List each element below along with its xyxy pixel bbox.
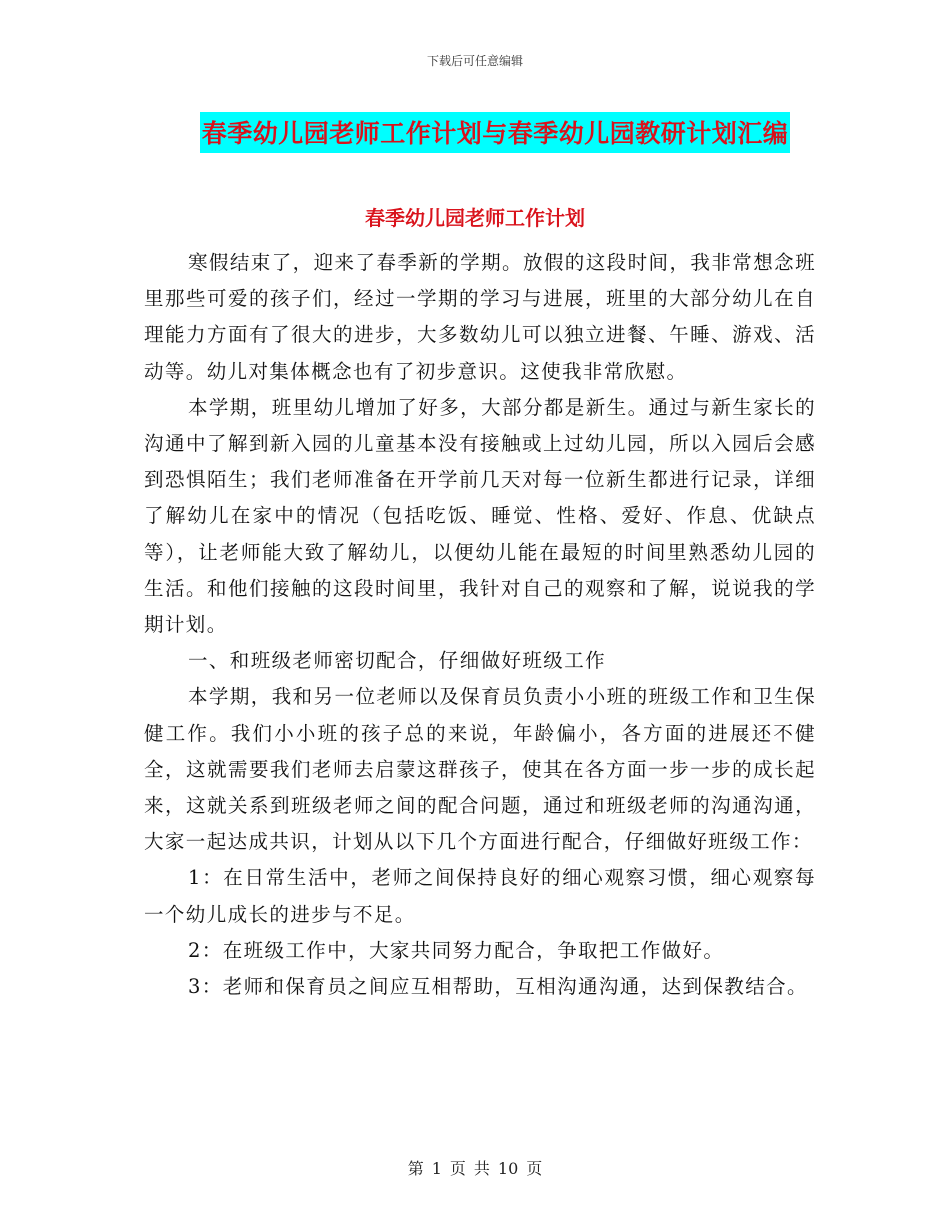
footer-label-unit-end: 页 xyxy=(526,1159,543,1178)
paragraph: 本学期，我和另一位老师以及保育员负责小小班的班级工作和卫生保健工作。我们小小班的孩子总的来说，年龄偏小，各方面的进展还不健全，这就需要我们老师去启蒙这群孩子，使其在各方面一步一步的成长起来，这就关系到班级老师之间的配合问题，通过和班级老师的沟通沟通，大家一起达成共识，计划从以下几个方面进行配合，仔细做好班级工作： xyxy=(144,685,816,854)
footer-label-unit: 页 xyxy=(449,1159,466,1178)
list-item: 1：在日常生活中，老师之间保持良好的细心观察习惯，细心观察每一个幼儿成长的进步与不足。 xyxy=(144,866,816,926)
footer-label-total: 共 xyxy=(473,1159,490,1178)
section-title: 春季幼儿园老师工作计划 xyxy=(365,206,585,230)
footer-total-pages: 10 xyxy=(497,1159,519,1178)
paragraph: 寒假结束了，迎来了春季新的学期。放假的这段时间，我非常想念班里那些可爱的孩子们，经过一学期的学习与进展，班里的大部分幼儿在自理能力方面有了很大的进步，大多数幼儿可以独立进餐、午睡、游戏、活动等。幼儿对集体概念也有了初步意识。这使我非常欣慰。 xyxy=(144,251,816,383)
page-footer xyxy=(0,1156,950,1179)
document-body xyxy=(144,245,816,1005)
footer-label-page: 第 xyxy=(407,1159,424,1178)
main-title-container xyxy=(0,112,950,153)
section-heading: 一、和班级老师密切配合，仔细做好班级工作 xyxy=(188,649,607,673)
footer-current-page: 1 xyxy=(431,1159,442,1178)
main-title: 春季幼儿园老师工作计划与春季幼儿园教研计划汇编 xyxy=(200,112,791,153)
list-item: 2：在班级工作中，大家共同努力配合，争取把工作做好。 xyxy=(188,938,725,962)
paragraph: 本学期，班里幼儿增加了好多，大部分都是新生。通过与新生家长的沟通中了解到新入园的儿童基本没有接触或上过幼儿园，所以入园后会感到恐惧陌生；我们老师准备在开学前几天对每一位新生都进行记录，详细了解幼儿在家中的情况（包括吃饭、睡觉、性格、爱好、作息、优缺点等），让老师能大致了解幼儿，以便幼儿能在最短的时间里熟悉幼儿园的生活。和他们接触的这段时间里，我针对自己的观察和了解，说说我的学期计划。 xyxy=(144,395,816,637)
page-header-note: 下载后可任意编辑 xyxy=(426,54,523,68)
list-item: 3：老师和保育员之间应互相帮助，互相沟通沟通，达到保教结合。 xyxy=(188,975,808,999)
